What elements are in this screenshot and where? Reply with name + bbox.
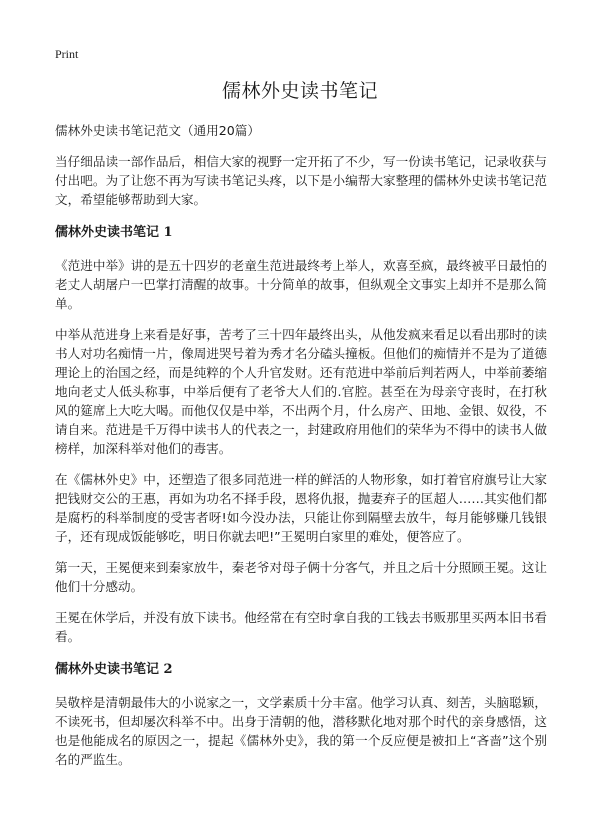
paragraph: 第一天，王冕便来到秦家放牛，秦老爷对母子俩十分客气，并且之后十分照顾王冕。这让他们十分感动。 xyxy=(55,560,547,594)
print-link[interactable]: Print xyxy=(55,47,79,61)
page-title: 儒林外史读书笔记 xyxy=(221,80,378,102)
paragraph: 吴敬梓是清朝最伟大的小说家之一，文学素质十分丰富。他学习认真、刻苦，头脑聪颖，不读死书，但却屡次科举不中。出身于清朝的他，潜移默化地对那个时代的亲身感悟，这也是他能成名的原因之一，提起《儒林外史》，我的第一个反应便是被扣上“吝啬”这个别名的严监生。 xyxy=(55,695,547,767)
intro-paragraph: 当仔细品读一部作品后，相信大家的视野一定开拓了不少，写一份读书笔记，记录收获与付出吧。为了让您不再为写读书笔记头疼，以下是小编帮大家整理的儒林外史读书笔记范文，希望能够帮助到大家。 xyxy=(55,154,547,207)
document-subtitle: 儒林外史读书笔记范文（通用20篇） xyxy=(55,123,260,138)
section-heading-1: 儒林外史读书笔记 1 xyxy=(55,225,173,240)
paragraph: 王冕在休学后，并没有放下读书。他经常在有空时拿自我的工钱去书贩那里买两本旧书看看。 xyxy=(55,610,547,644)
section-heading-2: 儒林外史读书笔记 2 xyxy=(55,662,173,677)
paragraph: 中举从范进身上来看是好事，苦考了三十四年最终出头，从他发疯来看足以看出那时的读书人对功名痴情一片，像周进哭号着为秀才名分磕头撞板。但他们的痴情并不是为了道德理论上的治国之经，而是纯粹的个人升官发财。还有范进中举前后判若两人，中举前萎缩地向老丈人低头称事，中举后便有了老爷大人们的.官腔。甚至在为母亲守丧时，在打秋风的筵席上大吃大喝。而他仅仅是中举，不出两个月，什么房产、田地、金银、奴役，不请自来。范进是千万得中读书人的代表之一，封建政府用他们的荣华为不得中的读书人做榜样，加深科举对他们的毒害。 xyxy=(55,327,547,456)
paragraph: 在《儒林外史》中，还塑造了很多同范进一样的鲜活的人物形象，如打着官府旗号让大家把钱财交公的王惠，再如为功名不择手段，恩将仇报，抛妻弃子的匡超人……其实他们都是腐朽的科举制度的受害者呀!如今没办法，只能让你到隔壁去放牛，每月能够赚几钱银子，还有现成饭能够吃，明日你就去吧!”王冕明白家里的难处，便答应了。 xyxy=(55,472,547,544)
document-body xyxy=(55,121,547,781)
paragraph: 《范进中举》讲的是五十四岁的老童生范进最终考上举人，欢喜至疯，最终被平日最怕的老丈人胡屠户一巴掌打清醒的故事。十分简单的故事，但纵观全文事实上却并不是那么简单。 xyxy=(55,258,547,311)
